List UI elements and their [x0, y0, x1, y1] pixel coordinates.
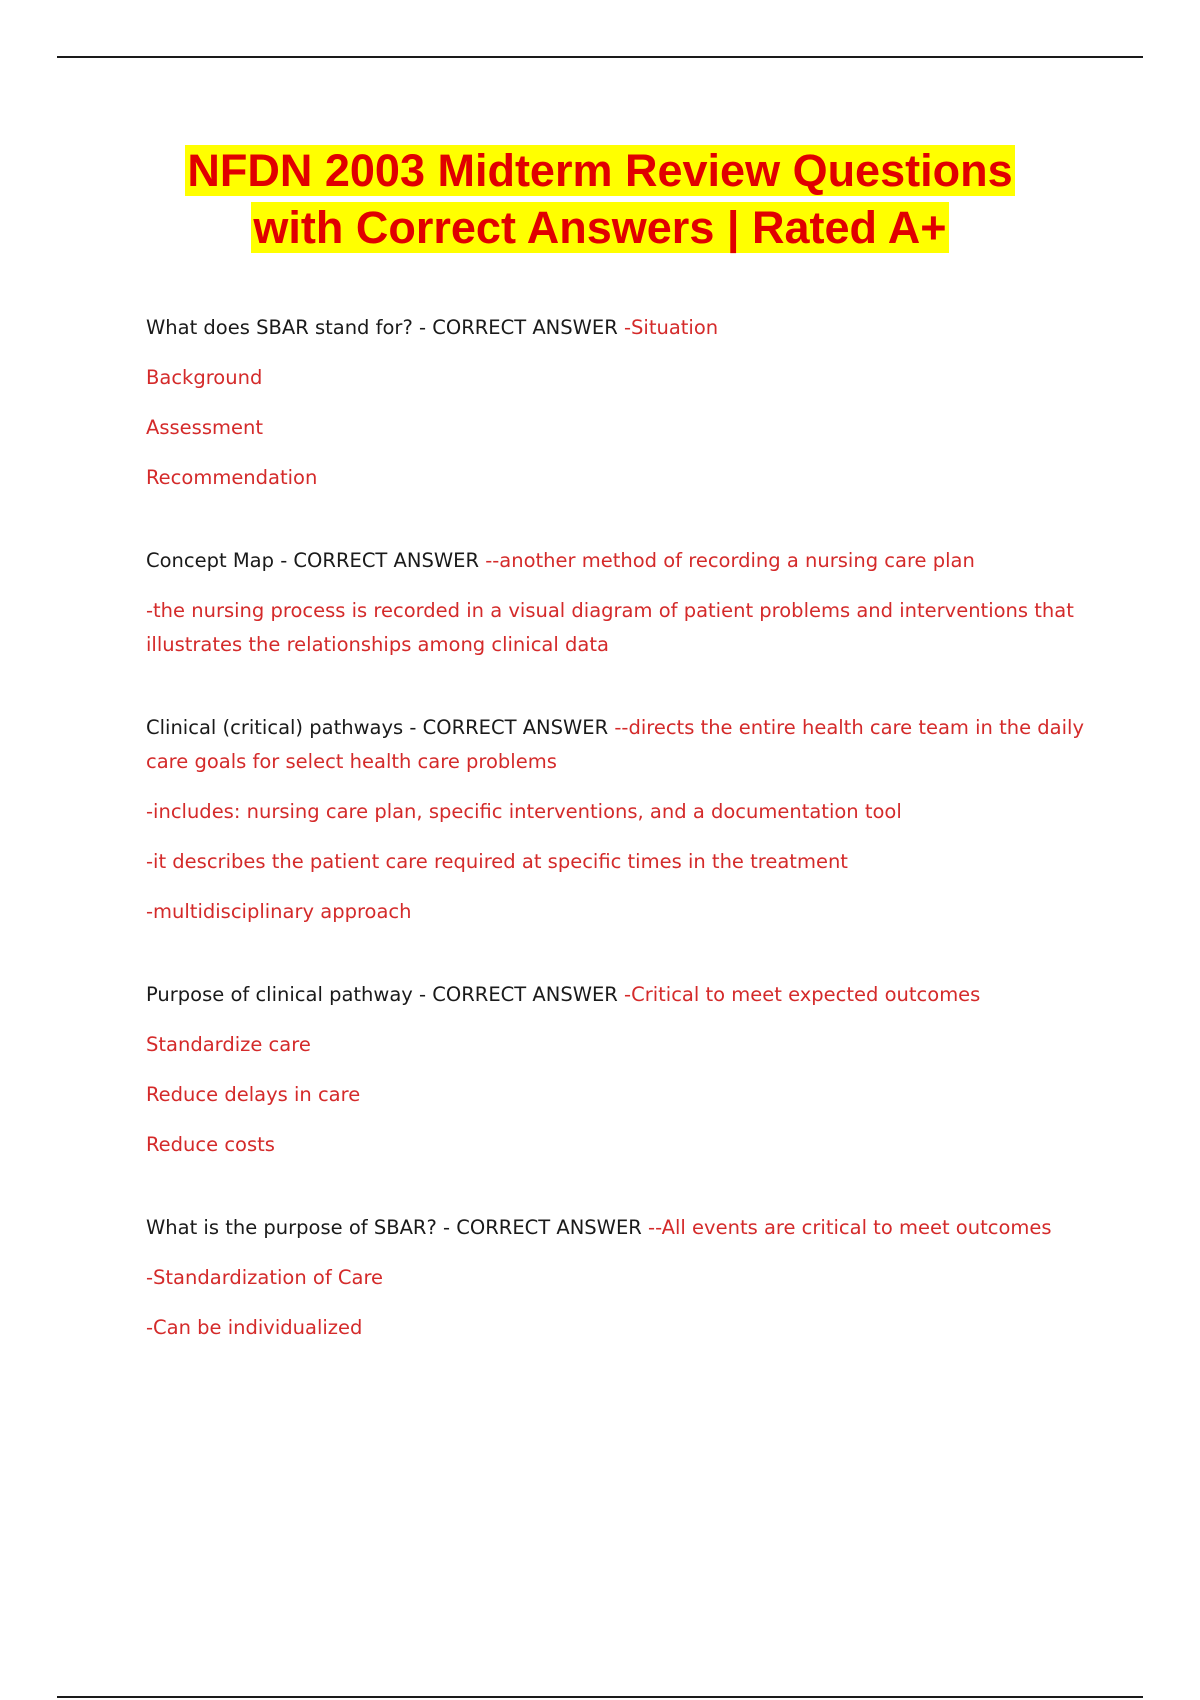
- answer-line: -Standardization of Care: [146, 1266, 384, 1289]
- qa-question-line: [146, 544, 1086, 578]
- question-text: Clinical (critical) pathways: [146, 716, 404, 739]
- answer-text: --directs the entire health care team in the daily care goals for select health care problems: [146, 716, 1085, 773]
- correct-answer-marker: - CORRECT ANSWER: [412, 316, 624, 339]
- question-text: Purpose of clinical pathway: [146, 983, 413, 1006]
- top-divider: [57, 56, 1143, 58]
- correct-answer-marker: - CORRECT ANSWER: [412, 983, 625, 1006]
- answer-line: -includes: nursing care plan, specific interventions, and a documentation tool: [146, 800, 902, 823]
- answer-line: Background: [146, 366, 263, 389]
- answer-line: -the nursing process is recorded in a visual diagram of patient problems and interventions that illustrates the relationships among clinical data: [146, 599, 1074, 656]
- correct-answer-marker: - CORRECT ANSWER: [436, 1216, 649, 1239]
- document-title: [0, 142, 1200, 256]
- qa-question-line: [146, 711, 1086, 779]
- answer-text: --another method of recording a nursing care plan: [485, 549, 975, 572]
- qa-question-line: [146, 978, 1086, 1012]
- question-text: What is the purpose of SBAR?: [146, 1216, 437, 1239]
- qa-item: [146, 1211, 1086, 1345]
- answer-line: -multidisciplinary approach: [146, 900, 412, 923]
- correct-answer-marker: - CORRECT ANSWER: [274, 549, 486, 572]
- correct-answer-marker: - CORRECT ANSWER: [403, 716, 615, 739]
- answer-line: Reduce costs: [146, 1133, 275, 1156]
- qa-question-line: [146, 311, 1086, 345]
- answer-line: Assessment: [146, 416, 263, 439]
- answer-line: -Can be individualized: [146, 1316, 363, 1339]
- title-line-2: with Correct Answers | Rated A+: [253, 202, 947, 253]
- qa-question-line: [146, 1211, 1086, 1245]
- qa-item: [146, 544, 1086, 662]
- answer-text: -Critical to meet expected outcomes: [624, 983, 981, 1006]
- qa-item: [146, 711, 1086, 929]
- answer-line: Reduce delays in care: [146, 1083, 361, 1106]
- bottom-divider: [57, 1696, 1143, 1698]
- answer-line: Recommendation: [146, 466, 318, 489]
- answer-text: -Situation: [624, 316, 719, 339]
- answer-line: -it describes the patient care required at specific times in the treatment: [146, 850, 848, 873]
- question-text: Concept Map: [146, 549, 274, 572]
- qa-list: [146, 311, 1086, 1345]
- question-text: What does SBAR stand for?: [146, 316, 413, 339]
- title-line-1: NFDN 2003 Midterm Review Questions: [187, 145, 1013, 196]
- qa-item: [146, 311, 1086, 495]
- answer-line: Standardize care: [146, 1033, 311, 1056]
- answer-text: --All events are critical to meet outcomes: [648, 1216, 1052, 1239]
- qa-item: [146, 978, 1086, 1162]
